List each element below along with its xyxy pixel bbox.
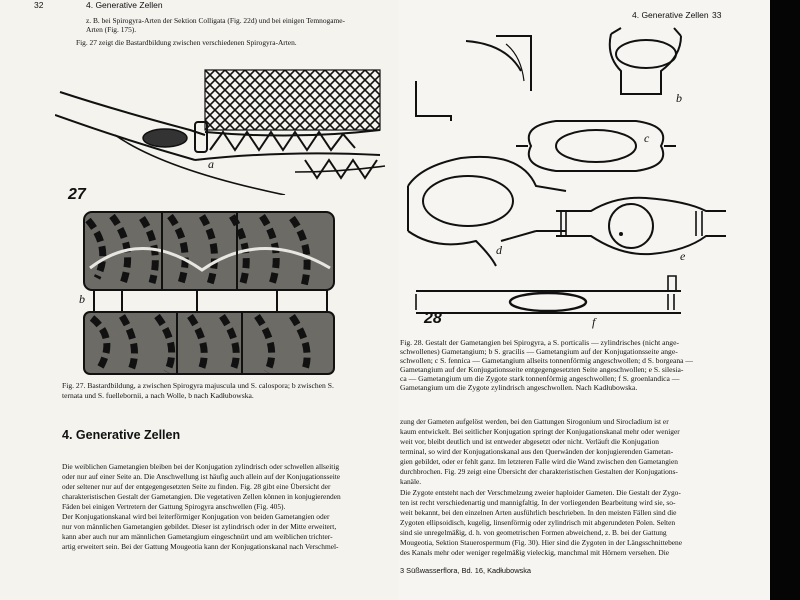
figure-27b-drawing (82, 208, 337, 378)
section-title: 4. Generative Zellen (62, 428, 181, 442)
body-line: ten ist recht verschiedenartig und mannigfaltig. In der vorliegenden Bearbeitung wird sie, so- (400, 498, 676, 507)
figure-27-label-a: a (208, 157, 214, 171)
body-line: Fäden bei einigen Vertretern der Gattung Spirogyra anschwellen (Fig. 405). (62, 502, 286, 511)
figure-27-number: 27 (68, 186, 86, 203)
figure-27-caption: Fig. 27. Bastardbildung, a zwischen Spirogyra majuscula und S. calospora; b zwischen S. (62, 381, 334, 390)
page-number-left: 32 (34, 0, 44, 10)
running-head-right: 4. Generative Zellen (632, 10, 709, 20)
running-head-left: 4. Generative Zellen (86, 0, 163, 10)
right-page (398, 0, 770, 600)
body-line: durchbrochen. Fig. 29 zeigt eine Übersicht der charakteristischen Gestalten der Konjugations- (400, 467, 678, 476)
intro-line: Arten (Fig. 175). (86, 25, 137, 34)
body-line: kann aber auch nur am männlichen Gametangium eingeschnürt und am weiblichen trichter- (62, 532, 333, 541)
body-line: gien gebildet, oder er fehlt ganz. Im letzteren Falle wird die Wand zwischen den Gametangien (400, 457, 678, 466)
body-line: weit vor, bleibt deutlich und ist entweder abgesetzt oder nicht. Verläuft die Konjugation (400, 437, 659, 446)
body-line: Zygoten ellipsoidisch, kugelig, linsenförmig oder zylindrisch mit abgerundeten Polen. Selten (400, 518, 676, 527)
figure-28-label-e: e (680, 249, 686, 263)
body-line: oder nur auf einer Seite an. Die Anschwellung ist häufig auch allein auf der Konjugationsseite (62, 472, 341, 481)
figure-28-caption: schwollen; c S. fennica — Gametangium allseits tonnenförmig angeschwollen; d S. borgeana — (400, 356, 693, 365)
body-line: Die weiblichen Gametangien bleiben bei der Konjugation zylindrisch oder schwellen allseitig (62, 462, 340, 471)
body-line: kaum entwickelt. Bei seitlicher Konjugation springt der Konjugationskanal mehr oder weniger (400, 427, 680, 436)
page-number-right: 33 (712, 10, 722, 20)
figure-28-label-f: f (592, 315, 596, 329)
figure-28-caption: Gametangium auf der Konjugationsseite entgegengesetzten Seite angeschwollen; e S. silesia- (400, 365, 684, 374)
figure-28-drawings (406, 26, 736, 336)
figure-28-number: 28 (424, 310, 442, 327)
scan-edge (770, 0, 800, 600)
body-line: nur von männlichen Gametangien gebildet. Dieser ist zylindrisch oder in der Mitte erweitert, (62, 522, 337, 531)
body-line: zung der Gameten aufgelöst werden, bei den Gattungen Sirogonium und Sirocladium ist er (400, 417, 669, 426)
figure-28-label-d: d (496, 243, 502, 257)
body-line: kanäle. (400, 477, 422, 486)
body-line: terminal, so wird der Konjugationskanal aus den Querwänden der konjugierenden Gametan- (400, 447, 674, 456)
figure-28-caption: schwollenes) Gametangium; b S. gracilis — Gametangium auf der Konjugationsseite ange- (400, 347, 678, 356)
intro-line: Fig. 27 zeigt die Bastardbildung zwischen verschiedenen Spirogyra-Arten. (76, 38, 297, 47)
body-line: artig erweitert sein. Bei der Gattung Mougeotia kann der Konjugationskanal nach Verschmel- (62, 542, 339, 551)
page-footer: 3 Süßwasserflora, Bd. 16, Kadłubowska (400, 566, 532, 575)
body-line: Die Zygote entsteht nach der Verschmelzung zweier haploider Gameten. Die Gestalt der Zygo- (400, 488, 681, 497)
figure-28-caption: Fig. 28. Gestalt der Gametangien bei Spirogyra, a S. porticalis — zylindrisches (nicht ange- (400, 338, 679, 347)
figure-27-caption: ternata und S. fuellebornii, a nach Wolle, b nach Kadłubowska. (62, 391, 254, 400)
figure-27-label-b: b (79, 292, 85, 306)
body-line: sind sie unregelmäßig, d. h. von geometrischen Formen abweichend, z. B. bei der Gattung (400, 528, 667, 537)
intro-line: z. B. bei Spirogyra-Arten der Sektion Colligata (Fig. 22d) und bei einigen Temnogame- (86, 16, 345, 25)
body-line: Der Konjugationskanal wird bei leiterförmiger Konjugation von beiden Gametangien oder (62, 512, 330, 521)
body-line: des Kanals mehr oder weniger regelmäßig vieleckig, manchmal mit Hörnern versehen. Die (400, 548, 670, 557)
body-line: weit bekannt, bei den einzelnen Arten ausführlich beschrieben. In den meisten Fällen sind die (400, 508, 677, 517)
figure-27a-drawing (55, 60, 390, 195)
body-line: charakteristischen Gestalt der Gametangien. Die vegetativen Zellen können in konjugierenden (62, 492, 341, 501)
body-line: oder seltener nur auf der entgegengesetzten Seite zu finden. Fig. 28 gibt eine Übersicht der (62, 482, 331, 491)
figure-28-caption: ca — Gametangium um die Zygote stark tonnenförmig angeschwollen; f S. groenlandica — (400, 374, 680, 383)
figure-28-caption: Gametangium um die Zygote zylindrisch angeschwollen. Nach Kadłubowska. (400, 383, 638, 392)
body-line: Mougeotia, Sektion Stauerospermum (Fig. 30). Hier sind die Zygoten in der Längsschnittebene (400, 538, 683, 547)
figure-28-label-c: c (644, 131, 650, 145)
figure-28-label-b: b (676, 91, 682, 105)
